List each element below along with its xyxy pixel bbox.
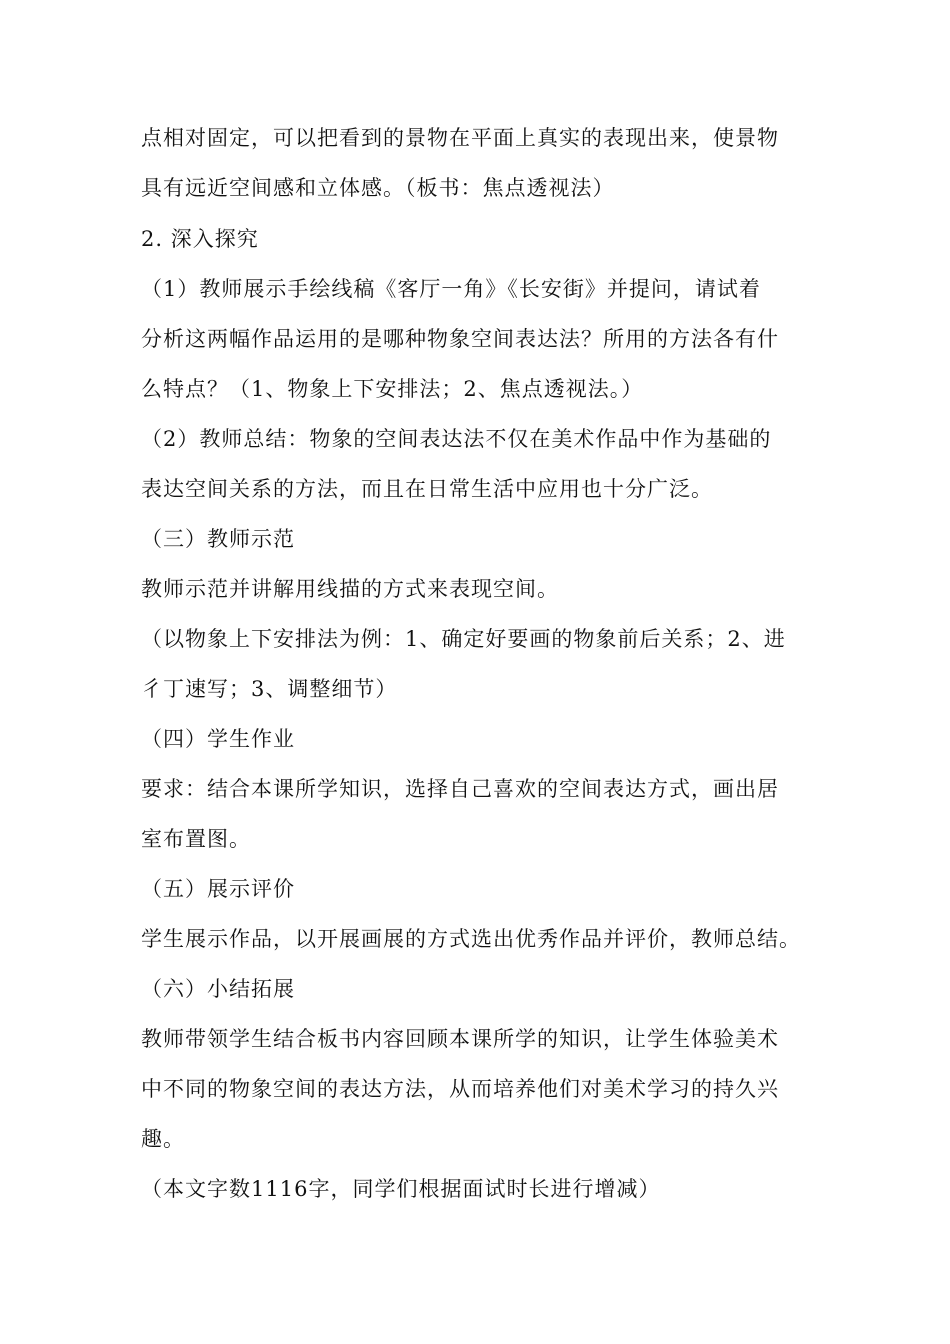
paragraph-line: 教师示范并讲解用线描的方式来表现空间。 [141,577,559,601]
paragraph-line: 教师带领学生结合板书内容回顾本课所学的知识，让学生体验美术 [141,1027,779,1051]
paragraph-line: 具有远近空间感和立体感。（板书：焦点透视法） [141,176,615,200]
paragraph-line: 彳丁速写；3、调整细节） [141,677,398,701]
paragraph-line: 学生展示作品，以开展画展的方式选出优秀作品并评价，教师总结。 [141,927,801,951]
paragraph-line: 分析这两幅作品运用的是哪种物象空间表达法？所用的方法各有什 [141,327,779,351]
paragraph-line: 趣。 [141,1127,185,1151]
paragraph-line: 点相对固定，可以把看到的景物在平面上真实的表现出来，使景物 [141,126,779,150]
word-count-note: （本文字数1116字，同学们根据面试时长进行增减） [141,1177,661,1201]
paragraph-line: （2）教师总结：物象的空间表达法不仅在美术作品中作为基础的 [141,427,772,451]
section-heading: （三）教师示范 [141,527,295,551]
section-heading: （四）学生作业 [141,727,295,751]
paragraph-line: （1）教师展示手绘线稿《客厅一角》《长安街》并提问，请试着 [141,277,761,301]
paragraph-line: 表达空间关系的方法，而且在日常生活中应用也十分广泛。 [141,477,713,501]
section-heading: 2. 深入探究 [141,227,259,251]
paragraph-line: （以物象上下安排法为例：1、确定好要画的物象前后关系；2、进 [141,627,786,651]
section-heading: （六）小结拓展 [141,977,295,1001]
section-heading: （五）展示评价 [141,877,295,901]
paragraph-line: 室布置图。 [141,827,251,851]
paragraph-line: 么特点？（1、物象上下安排法；2、焦点透视法。） [141,377,644,401]
paragraph-line: 要求：结合本课所学知识，选择自己喜欢的空间表达方式，画出居 [141,777,779,801]
paragraph-line: 中不同的物象空间的表达方法，从而培养他们对美术学习的持久兴 [141,1077,779,1101]
